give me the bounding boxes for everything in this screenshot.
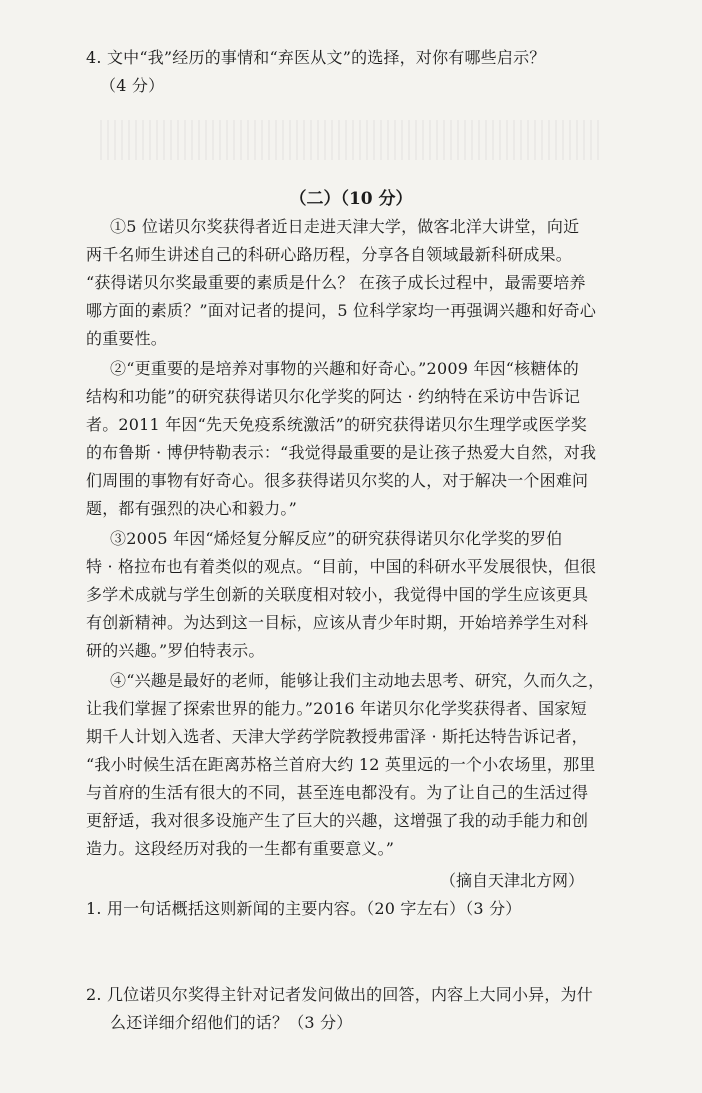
passage-line: 期千人计划入选者、天津大学药学院教授弗雷泽 · 斯托达特告诉记者， bbox=[86, 727, 588, 746]
question-4-line-2: （4 分） bbox=[100, 76, 165, 95]
passage-line: 题，都有强烈的决心和毅力。” bbox=[86, 499, 297, 518]
passage-line: 者。2011 年因“先天免疫系统激活”的研究获得诺贝尔生理学或医学奖 bbox=[86, 415, 587, 434]
passage-line: ②“更重要的是培养对事物的兴趣和好奇心。”2009 年因“核糖体的 bbox=[110, 359, 579, 378]
passage-line: 们周围的事物有好奇心。很多获得诺贝尔奖的人，对于解决一个困难问 bbox=[86, 471, 589, 490]
passage-line: “获得诺贝尔奖最重要的素质是什么？ 在孩子成长过程中，最需要培养 bbox=[86, 273, 586, 292]
passage-line: 哪方面的素质？”面对记者的提问，5 位科学家均一再强调兴趣和好奇心 bbox=[86, 301, 597, 320]
passage-line: ③2005 年因“烯烃复分解反应”的研究获得诺贝尔化学奖的罗伯 bbox=[110, 529, 563, 548]
passage-line: ①5 位诺贝尔奖获得者近日走进天津大学，做客北洋大讲堂，向近 bbox=[110, 217, 580, 236]
passage-line: “我小时候生活在距离苏格兰首府大约 12 英里远的一个小农场里，那里 bbox=[86, 755, 596, 774]
passage-line: 的重要性。 bbox=[86, 329, 168, 348]
question-2-line-2: 么还详细介绍他们的话？（3 分） bbox=[110, 1013, 353, 1032]
section-title: （二）（10 分） bbox=[289, 189, 413, 209]
passage-line: 让我们掌握了探索世界的能力。”2016 年诺贝尔化学奖获得者、国家短 bbox=[86, 699, 587, 718]
passage-line: 特 · 格拉布也有着类似的观点。“目前，中国的科研水平发展很快，但很 bbox=[86, 557, 597, 576]
question-1: 1. 用一句话概括这则新闻的主要内容。（20 字左右）（3 分） bbox=[86, 899, 522, 918]
question-2-line-1: 2. 几位诺贝尔奖得主针对记者发问做出的回答，内容上大同小异，为什 bbox=[86, 985, 593, 1004]
passage-line: 造力。这段经历对我的一生都有重要意义。” bbox=[86, 839, 395, 858]
passage-line: 多学术成就与学生创新的关联度相对较小，我觉得中国的学生应该更具 bbox=[86, 585, 589, 604]
passage-line: ④“兴趣是最好的老师，能够让我们主动地去思考、研究，久而久之， bbox=[110, 671, 605, 690]
source-citation: （摘自天津北方网） bbox=[439, 871, 584, 890]
passage-line: 结构和功能”的研究获得诺贝尔化学奖的阿达 · 约纳特在采访中告诉记 bbox=[86, 387, 581, 406]
question-4-line-1: 4. 文中“我”经历的事情和“弃医从文”的选择，对你有哪些启示？ bbox=[86, 48, 546, 67]
passage-line: 更舒适，我对很多设施产生了巨大的兴趣，这增强了我的动手能力和创 bbox=[86, 811, 589, 830]
passage-line: 研的兴趣。”罗伯特表示。 bbox=[86, 641, 265, 660]
passage-line: 的布鲁斯 · 博伊特勒表示：“我觉得最重要的是让孩子热爱大自然，对我 bbox=[86, 443, 597, 462]
answer-area-faint-marks bbox=[100, 120, 600, 160]
passage-line: 与首府的生活有很大的不同，甚至连电都没有。为了让自己的生活过得 bbox=[86, 783, 589, 802]
passage-line: 两千名师生讲述自己的科研心路历程，分享各自领域最新科研成果。 bbox=[86, 245, 573, 264]
passage-line: 有创新精神。为达到这一目标，应该从青少年时期，开始培养学生对科 bbox=[86, 613, 589, 632]
